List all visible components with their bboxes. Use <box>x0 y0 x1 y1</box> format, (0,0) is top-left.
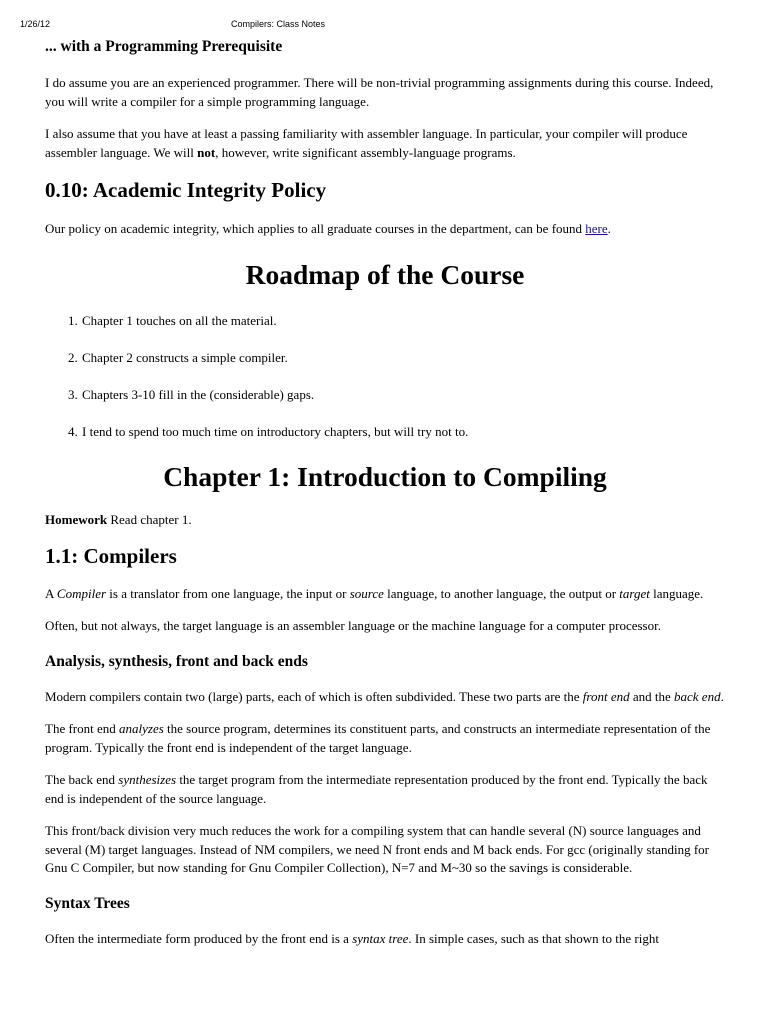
analysis-p2-b: analyzes <box>119 721 164 736</box>
analysis-p3-b: synthesizes <box>118 772 177 787</box>
analysis-p1-a: Modern compilers contain two (large) parts, each of which is often subdivided. These two parts are the <box>45 688 583 704</box>
homework-label: Homework <box>45 512 108 527</box>
prereq-heading: ... with a Programming Prerequisite <box>45 38 283 55</box>
compilers-p1-d: source <box>349 585 384 601</box>
analysis-p3-c: the target program from the intermediate representation produced by the front end. Typically the back end is independent of the source language. <box>45 772 708 806</box>
roadmap-heading: Roadmap of the Course <box>245 258 525 290</box>
homework-paragraph <box>45 511 725 530</box>
analysis-heading: Analysis, synthesis, front and back ends <box>45 652 308 670</box>
compilers-p1-e: language, to another language, the output or <box>383 585 620 601</box>
analysis-paragraph-4: This front/back division very much reduces the work for a compiling system that can handle several (N) source languages and several (M) target languages. Instead of NM compilers, we need N front ends and M back ends. For gcc (originally standing for Gnu C Compiler, but now standing for Gnu Compiler Collection), N=7 and M~30 so the savings is considerable. <box>45 823 710 875</box>
compilers-p1-g: language. <box>649 585 704 601</box>
integrity-paragraph <box>45 220 725 239</box>
prereq-p2-text-a: I also assume that you have at least a passing familiarity with assembler language. In particular, your compiler will produce assembler language. We will <box>45 126 688 160</box>
syntax-p1-a: Often the intermediate form produced by the front end is a <box>45 930 353 946</box>
syntax-heading: Syntax Trees <box>45 894 130 912</box>
analysis-p3-a: The back end <box>45 772 119 787</box>
compilers-paragraph-1 <box>45 585 725 604</box>
list-item: 1. Chapter 1 touches on all the material. <box>81 312 725 331</box>
syntax-p1-c: . In simple cases, such as that shown to the right <box>408 930 659 946</box>
analysis-p1-e: . <box>720 688 724 704</box>
print-title: Compilers: Class Notes <box>230 19 326 29</box>
integrity-text: Our policy on academic integrity, which applies to all graduate courses in the department, can be found <box>45 221 586 236</box>
roadmap-list <box>45 312 725 442</box>
compilers-heading: 1.1: Compilers <box>45 543 177 568</box>
analysis-p1-c: and the <box>629 688 675 704</box>
chapter1-heading: Chapter 1: Introduction to Compiling <box>163 461 607 492</box>
analysis-p2-a: The front end <box>45 721 120 736</box>
list-item: 2. Chapter 2 constructs a simple compiler. <box>81 349 725 368</box>
syntax-p1-b: syntax tree <box>352 930 409 946</box>
list-item: 3. Chapters 3-10 fill in the (considerable) gaps. <box>81 386 725 405</box>
integrity-heading: 0.10: Academic Integrity Policy <box>45 178 327 202</box>
prereq-p2-text-c: , however, write significant assembly-language programs. <box>215 144 516 160</box>
homework-text: Read chapter 1. <box>107 512 192 527</box>
analysis-p1-d: back end <box>674 688 721 704</box>
list-item: 4. I tend to spend too much time on introductory chapters, but will try not to. <box>81 423 725 442</box>
print-date: 1/26/12 <box>20 19 51 29</box>
compilers-p1-a: A <box>45 585 57 601</box>
compilers-p1-f: target <box>619 585 650 601</box>
compilers-paragraph-2: Often, but not always, the target language is an assembler language or the machine language for a computer processor. <box>45 618 661 633</box>
analysis-paragraph-3 <box>45 771 725 808</box>
prereq-p2-bold: not <box>197 144 216 160</box>
print-header <box>0 19 768 33</box>
analysis-p2-c: the source program, determines its constituent parts, and constructs an intermediate representation of the program. Typically the front end is independent of the target language. <box>45 721 711 755</box>
syntax-paragraph-1 <box>45 930 725 949</box>
prereq-paragraph-2 <box>45 125 725 162</box>
compilers-p1-b: Compiler <box>56 585 107 601</box>
analysis-p1-b: front end <box>582 688 630 704</box>
document-body <box>45 36 725 948</box>
integrity-link[interactable]: here <box>585 221 608 236</box>
analysis-paragraph-2 <box>45 720 725 757</box>
integrity-end: . <box>607 221 611 236</box>
compilers-p1-c: is a translator from one language, the input or <box>106 585 350 601</box>
analysis-paragraph-1 <box>45 688 725 707</box>
prereq-paragraph-1: I do assume you are an experienced programmer. There will be non-trivial programming assignments during this course. Indeed, you will write a compiler for a simple programming language. <box>45 75 714 109</box>
